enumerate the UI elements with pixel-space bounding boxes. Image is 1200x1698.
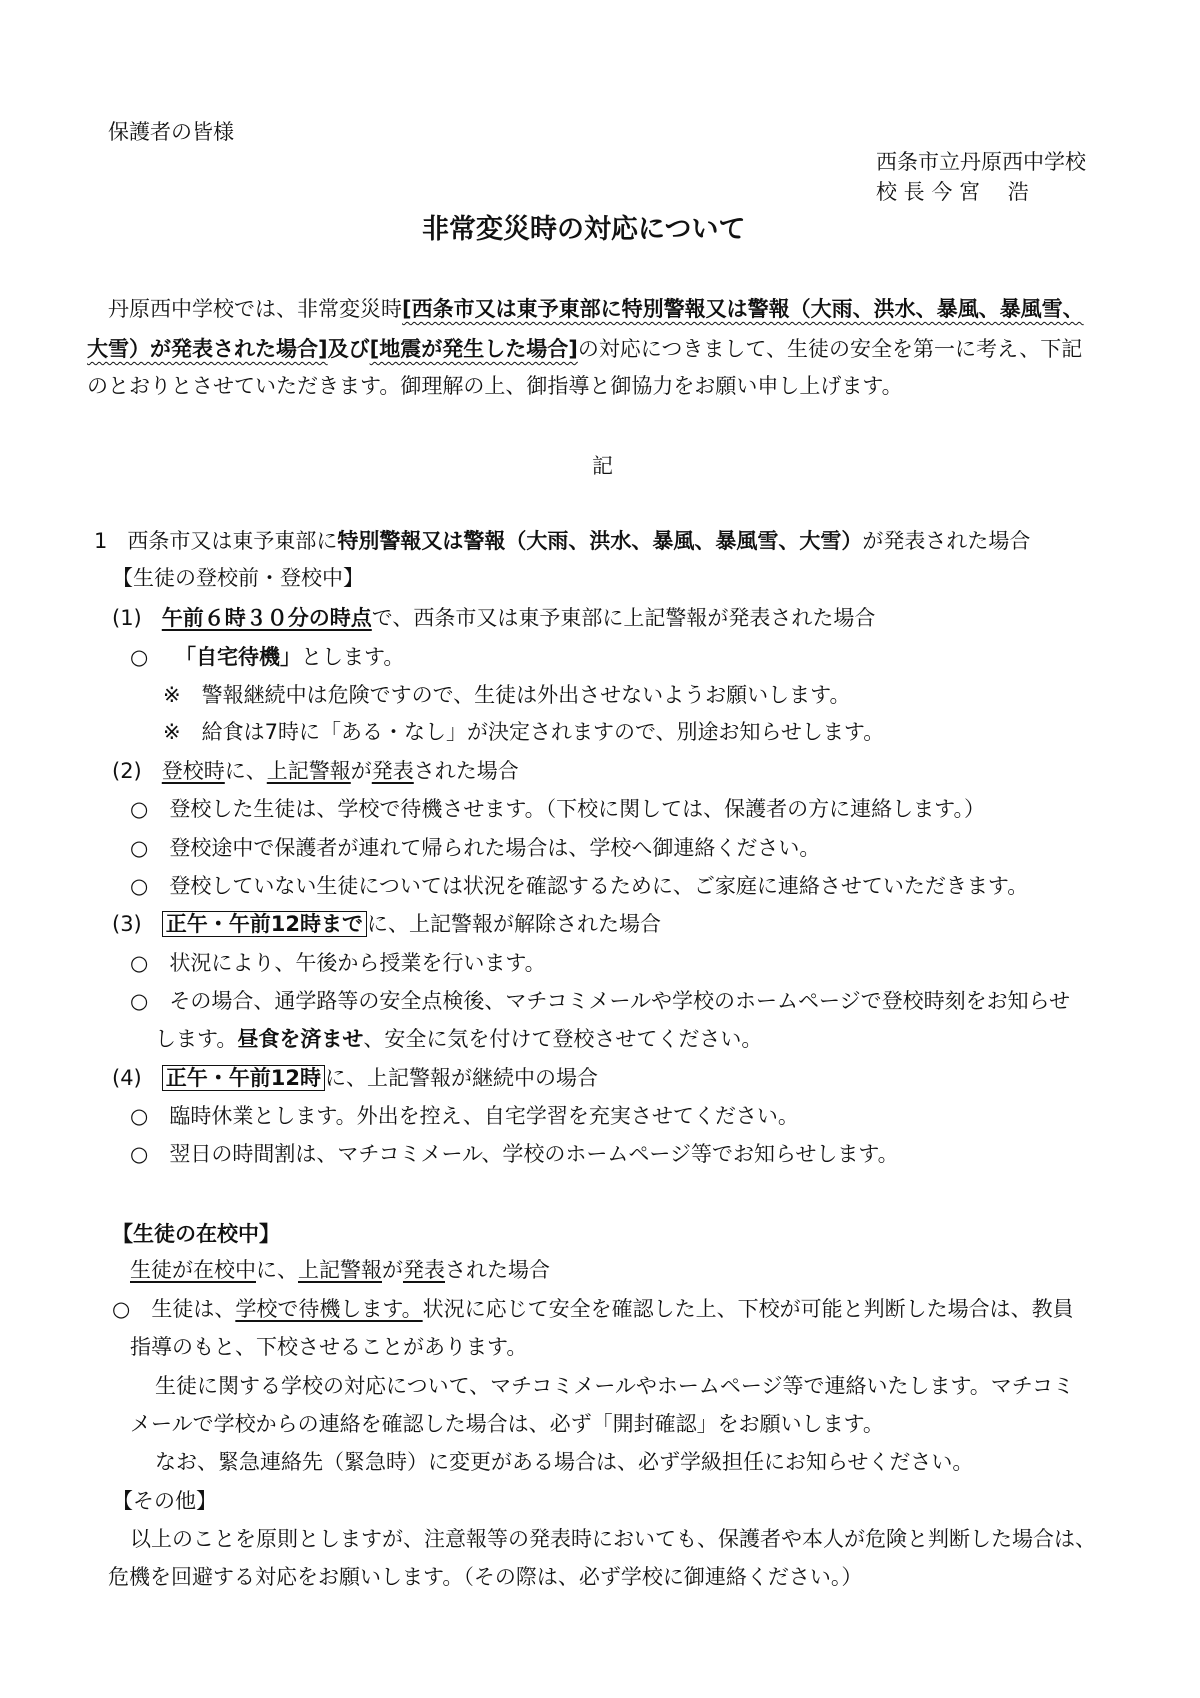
case-2-item-3: ○ 登校していない生徒については状況を確認するために、ご家庭に連絡させていただきます。: [130, 874, 1029, 898]
section-1-heading: [94, 529, 1030, 554]
case-3-boxed: 正午・午前12時まで: [162, 911, 367, 937]
case-4-number: (4): [112, 1066, 142, 1090]
cond-f: された場合: [445, 1258, 550, 1282]
case-2-item-2: ○ 登校途中で保護者が連れて帰られた場合は、学校へ御連絡ください。: [130, 836, 821, 860]
section-1-text-strong: 特別警報又は警報（大雨、洪水、暴風、暴風雪、大雪）: [337, 529, 863, 553]
page-title: 非常変災時の対応について: [422, 214, 746, 245]
case-2-d: が: [350, 759, 372, 783]
case-1-item-strong: 「自宅待機」: [175, 645, 302, 669]
intro-text-2: の対応につきまして、生徒の安全を第一に考え、下記: [577, 337, 1083, 361]
intro-text: 丹原西中学校では、非常変災時: [108, 297, 402, 321]
case-2-e: 発表: [371, 759, 414, 783]
in-school-item: [112, 1297, 1074, 1322]
section-1-text-b: が発表された場合: [862, 529, 1031, 553]
in-school-item-cont: 指導のもと、下校させることがあります。: [130, 1335, 528, 1359]
case-1-item-rest: とします。: [301, 645, 405, 669]
case-3-cont-rest: 、安全に気を付けて登校させてください。: [363, 1027, 763, 1051]
case-2-f: された場合: [413, 759, 519, 783]
intro-and: 及び: [327, 337, 370, 361]
cond-c: 上記警報: [298, 1258, 382, 1282]
case-1-rest: で、西条市又は東予東部に上記警報が発表された場合: [371, 606, 876, 630]
case-1: [112, 606, 875, 631]
case-3-item-2-cont: [155, 1027, 762, 1052]
case-3-number: (3): [112, 912, 142, 936]
cond-d: が: [382, 1258, 403, 1282]
case-3-rest: に、上記警報が解除された場合: [367, 912, 662, 936]
intro-highlight-3: [地震が発生した場合]: [369, 337, 578, 361]
case-2-number: (2): [112, 759, 142, 783]
school-name: 西条市立丹原西中学校: [876, 150, 1086, 174]
case-2-b: に、: [224, 759, 267, 783]
case-2: [112, 759, 519, 784]
case-1-number: (1): [112, 606, 142, 630]
in-school-item-rest: 状況に応じて安全を確認した上、下校が可能と判断した場合は、教員: [422, 1297, 1074, 1321]
cond-e: 発表: [403, 1258, 445, 1282]
case-2-a: 登校時: [161, 759, 225, 783]
case-4-rest: に、上記警報が継続中の場合: [325, 1066, 599, 1090]
in-school-para-2: なお、緊急連絡先（緊急時）に変更がある場合は、必ず学級担任にお知らせください。: [155, 1450, 974, 1474]
other-para-1: 以上のことを原則としますが、注意報等の発表時においても、保護者や本人が危険と判断した場合は、: [130, 1527, 1096, 1551]
section-1-text-a: 西条市又は東予東部に: [127, 529, 338, 553]
other-para-2: 危機を回避する対応をお願いします。（その際は、必ず学校に御連絡ください。）: [108, 1565, 863, 1589]
bullet-icon: ○: [130, 645, 149, 669]
in-school-item-a: ○ 生徒は、: [112, 1297, 236, 1321]
ki-mark: 記: [592, 454, 613, 478]
case-3-item-2: ○ その場合、通学路等の安全点検後、マチコミメールや学校のホームページで登校時刻をお知らせ: [130, 989, 1071, 1013]
case-3-cont-strong: 昼食を済ませ: [237, 1027, 364, 1051]
case-1-strong: 午前６時３０分の時点: [161, 606, 372, 630]
case-3-item-1: ○ 状況により、午後から授業を行います。: [130, 951, 546, 975]
sub-heading-in-school: 【生徒の在校中】: [112, 1222, 280, 1246]
cond-a: 生徒が在校中: [130, 1258, 256, 1282]
in-school-para-1: 生徒に関する学校の対応について、マチコミメールやホームページ等で連絡いたします。マチコミ: [155, 1374, 1074, 1398]
case-4-boxed: 正午・午前12時: [162, 1065, 325, 1091]
sub-heading-other: 【その他】: [112, 1489, 217, 1513]
sub-heading-before-school: 【生徒の登校前・登校中】: [112, 566, 364, 590]
case-3: [112, 912, 661, 937]
in-school-condition: [130, 1258, 550, 1283]
case-1-item: [130, 645, 404, 670]
in-school-para-1-cont: メールで学校からの連絡を確認した場合は、必ず「開封確認」をお願いします。: [130, 1412, 884, 1436]
case-3-cont-a: します。: [155, 1027, 238, 1051]
section-1-number: 1: [94, 529, 108, 553]
case-1-note-2: ※ 給食は7時に「ある・なし」が決定されますので、別途お知らせします。: [163, 720, 885, 744]
case-4-item-1: ○ 臨時休業とします。外出を控え、自宅学習を充実させてください。: [130, 1104, 799, 1128]
case-2-item-1: ○ 登校した生徒は、学校で待機させます。（下校に関しては、保護者の方に連絡します。）: [130, 797, 985, 821]
principal-name: 校 長 今 宮 浩: [876, 180, 1029, 204]
intro-line-2: [87, 337, 1082, 362]
case-1-note-1: ※ 警報継続中は危険ですので、生徒は外出させないようお願いします。: [163, 683, 851, 707]
intro-highlight-2: 大雪）が発表された場合]: [87, 337, 328, 361]
intro-highlight-1: [西条市又は東予東部に特別警報又は警報（大雨、洪水、暴風、暴風雪、: [402, 297, 1084, 321]
intro-line-3: のとおりとさせていただきます。御理解の上、御指導と御協力をお願い申し上げます。: [87, 374, 903, 398]
case-2-c: 上記警報: [266, 759, 351, 783]
case-4: [112, 1066, 598, 1091]
intro-line-1: [108, 297, 1084, 322]
case-4-item-2: ○ 翌日の時間割は、マチコミメール、学校のホームページ等でお知らせします。: [130, 1142, 899, 1166]
in-school-item-u: 学校で待機します。: [235, 1297, 423, 1321]
cond-b: に、: [256, 1258, 298, 1282]
recipient: 保護者の皆様: [108, 120, 234, 144]
